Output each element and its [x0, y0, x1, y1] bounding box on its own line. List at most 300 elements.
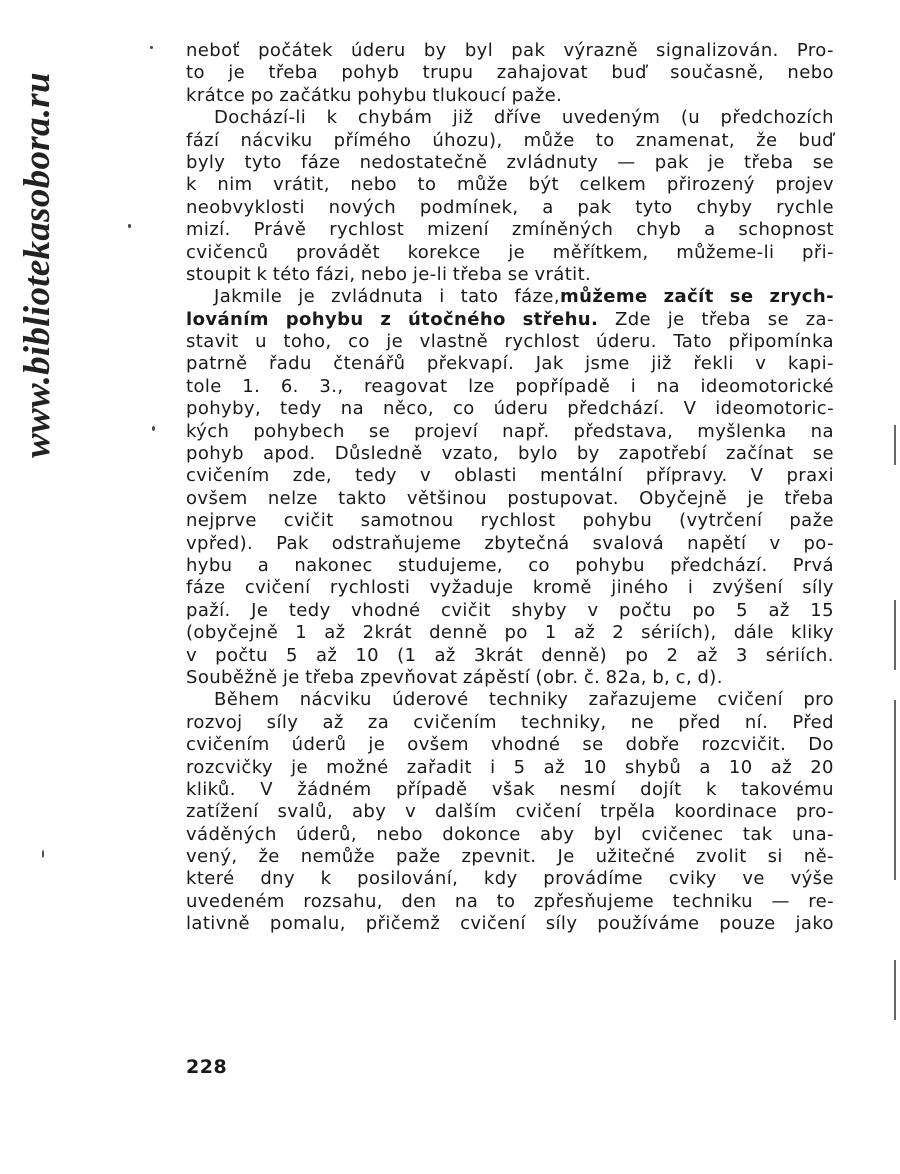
word: na: [810, 420, 834, 442]
word: lativně: [186, 913, 251, 935]
word: myšlenka: [697, 420, 787, 442]
text-line: [186, 130, 834, 152]
word: síly: [266, 711, 299, 733]
word: toho,: [283, 331, 332, 353]
word: rychlost: [480, 510, 556, 532]
word: techniku: [672, 890, 753, 912]
word: jsme: [585, 353, 630, 375]
word: předchozích: [720, 107, 834, 129]
word: 2: [612, 622, 625, 644]
scan-edge-mark: [894, 700, 896, 880]
word: fází: [186, 129, 220, 151]
text-line: [186, 376, 834, 398]
word: pohybu: [357, 84, 427, 106]
word: řekli: [693, 353, 734, 375]
word: zvládnuty: [506, 151, 599, 173]
word: úderů: [291, 734, 347, 756]
word: nebo: [376, 823, 423, 845]
word: 1.: [242, 375, 261, 397]
word: se: [507, 263, 530, 285]
text-line: [186, 286, 834, 308]
word: však: [491, 778, 535, 800]
word: paže: [396, 846, 441, 868]
word: počátek: [258, 40, 333, 61]
word: předchází.: [567, 398, 665, 420]
word: 2: [666, 644, 679, 666]
word: je: [386, 331, 404, 353]
word: a: [542, 196, 554, 218]
word: k: [326, 107, 338, 129]
word: pohyb: [186, 443, 244, 465]
word: a: [699, 756, 711, 778]
word: zahajovat: [496, 62, 588, 84]
word: pak: [511, 40, 546, 61]
word: se: [582, 734, 604, 756]
word: již: [651, 353, 672, 375]
word: případě: [395, 778, 468, 800]
word: koordinace: [674, 801, 778, 823]
word: posilování,: [357, 868, 459, 890]
word: úderů,: [296, 823, 357, 845]
word: až: [543, 756, 565, 778]
word: přirozený: [666, 174, 755, 196]
word: na: [656, 375, 680, 397]
word: tedy: [355, 465, 397, 487]
word: b,: [652, 666, 671, 688]
word: cvičením: [186, 465, 270, 487]
word: při-: [802, 241, 834, 263]
word: je: [508, 241, 526, 263]
word: stoupit: [186, 263, 252, 285]
word: dalším: [435, 801, 497, 823]
text-line: [186, 152, 834, 174]
word: žádném: [297, 778, 372, 800]
word: patrně: [186, 353, 248, 375]
scan-speck: [42, 850, 44, 858]
word: až: [573, 622, 596, 644]
word: i: [630, 375, 637, 397]
word: se: [812, 443, 834, 465]
text-line: [186, 667, 834, 689]
word: tedy: [288, 599, 331, 621]
word: současně,: [670, 62, 765, 84]
word: ovšem: [186, 487, 248, 509]
word: pro: [803, 689, 834, 711]
word: pohybu: [582, 510, 653, 532]
text-line: [186, 62, 834, 84]
word: může: [523, 129, 575, 151]
word: 5: [736, 599, 748, 621]
word: je: [291, 756, 308, 778]
word: až: [322, 711, 344, 733]
word: zapotřebí: [618, 443, 707, 465]
word: třeba: [744, 151, 794, 173]
word: třeba: [784, 487, 834, 509]
word: svalů,: [277, 801, 334, 823]
word: 3krát: [473, 644, 524, 666]
text-line: [186, 443, 834, 465]
word: nebo: [787, 62, 834, 84]
word: V: [260, 778, 273, 800]
scan-speck: [150, 46, 153, 49]
word: —: [617, 151, 636, 173]
word: na: [340, 398, 365, 420]
word: pohybech: [253, 420, 345, 442]
word: mizí.: [186, 219, 231, 241]
word: Během: [214, 689, 280, 711]
word: bylo: [518, 443, 558, 465]
word: řadu: [268, 353, 312, 375]
text-line: [186, 197, 834, 219]
word: vyžaduje: [429, 577, 514, 599]
word: a: [257, 554, 270, 576]
word: Pro-: [796, 40, 834, 61]
word: kapi-: [787, 353, 834, 375]
word: Prvá: [792, 554, 834, 576]
word: i: [687, 577, 694, 599]
word: Jak: [535, 353, 564, 375]
word: krátce: [186, 84, 246, 106]
word: Je: [557, 846, 575, 868]
word: 6.: [280, 375, 299, 397]
word: re-: [808, 890, 834, 912]
word: neboť: [186, 40, 240, 61]
word: projev: [775, 174, 834, 196]
text-line: [186, 555, 834, 577]
word: nim: [217, 174, 253, 196]
word: cvičení: [244, 577, 311, 599]
word: v: [755, 353, 767, 375]
word: vrátit,: [273, 174, 330, 196]
word: 3.,: [319, 375, 344, 397]
word: 10: [728, 756, 753, 778]
word: fáze: [300, 151, 341, 173]
word: až: [768, 599, 790, 621]
word: podmínek,: [419, 196, 519, 218]
word: nesmí: [559, 778, 616, 800]
word: provádět: [296, 241, 380, 263]
text-line: [186, 533, 834, 555]
word: zatížení: [186, 801, 259, 823]
word: pohybu: [285, 308, 364, 330]
word: co: [452, 398, 475, 420]
word: buď: [611, 62, 647, 84]
word: až: [434, 644, 456, 666]
word: ve: [742, 868, 765, 890]
word: svalová: [592, 532, 665, 554]
word: ideomotoric-: [715, 398, 834, 420]
word: postupovat.: [507, 487, 619, 509]
word: být: [528, 174, 559, 196]
word: Důsledně: [334, 443, 423, 465]
text-line: [186, 645, 834, 667]
page-text: [186, 40, 834, 936]
word: kdy: [483, 868, 518, 890]
word: zvládnuta: [331, 286, 424, 308]
word: Obyčejně: [639, 487, 728, 509]
word: útočného: [407, 308, 506, 330]
word: zpevňovat: [360, 666, 458, 688]
word: Tato: [673, 331, 713, 353]
word: shyby: [511, 599, 567, 621]
word: techniky: [488, 689, 569, 711]
word: dokonce: [442, 823, 521, 845]
word: je: [667, 308, 685, 330]
word: vený,: [186, 846, 238, 868]
word: 82a,: [605, 666, 647, 688]
word: lze: [468, 375, 495, 397]
word: pak: [654, 151, 689, 173]
word: že: [756, 129, 778, 151]
word: č.: [583, 666, 601, 688]
word: 5: [286, 644, 298, 666]
word: úderu: [350, 40, 406, 61]
word: na: [454, 890, 479, 912]
word: odstraňujeme: [331, 532, 462, 554]
word: samotnou: [360, 510, 454, 532]
word: v: [186, 644, 198, 666]
word: aby: [540, 823, 575, 845]
word: lováním: [186, 308, 269, 330]
word: cvičit: [283, 510, 334, 532]
text-line: [186, 219, 834, 241]
word: zde,: [292, 465, 333, 487]
word: fázi,: [315, 263, 356, 285]
word: váděných: [186, 823, 277, 845]
word: takovému: [741, 778, 834, 800]
text-line: [186, 577, 834, 599]
word: celkem: [579, 174, 647, 196]
word: co: [528, 554, 550, 576]
word: výše: [790, 868, 834, 890]
word: úderu.: [596, 331, 657, 353]
word: užitečné: [595, 846, 676, 868]
word: pohyb: [341, 62, 400, 84]
page-number: 228: [186, 1056, 228, 1078]
text-line: [186, 353, 834, 375]
word: techniky,: [521, 711, 607, 733]
word: již: [452, 107, 474, 129]
word: studujeme,: [397, 554, 504, 576]
word: hybu: [186, 554, 233, 576]
word: představa,: [573, 420, 674, 442]
word: úderu: [493, 398, 549, 420]
word: 1: [295, 622, 308, 644]
word: tak: [742, 823, 773, 845]
word: praxi: [786, 465, 834, 487]
word: aby: [351, 801, 387, 823]
text-line: [186, 398, 834, 420]
word: překvapí.: [426, 353, 515, 375]
word: den: [401, 890, 437, 912]
word: to: [417, 174, 437, 196]
word: v: [587, 599, 599, 621]
word: nebo: [350, 174, 397, 196]
word: 15: [810, 599, 834, 621]
word: 10: [583, 756, 607, 778]
word: kromě: [532, 577, 592, 599]
word: jako: [795, 913, 834, 935]
text-line: [186, 622, 834, 644]
word: oblasti: [454, 465, 517, 487]
word: fáze: [186, 577, 226, 599]
word: měřítkem,: [552, 241, 649, 263]
word: z: [380, 308, 392, 330]
word: síly: [545, 913, 578, 935]
word: např.: [502, 420, 550, 442]
word: po-: [803, 532, 834, 554]
scan-speck: [128, 224, 131, 228]
word: ní.: [744, 711, 769, 733]
word: přičemž: [365, 913, 441, 935]
word: byl: [593, 823, 623, 845]
word: dříve: [493, 107, 542, 129]
word: po: [692, 599, 716, 621]
scan-edge-mark: [894, 960, 896, 1020]
word: které: [186, 868, 235, 890]
word: zápěstí: [462, 666, 531, 688]
word: začít: [663, 286, 714, 308]
word: zpřesňujeme: [533, 890, 655, 912]
word: 20: [810, 756, 834, 778]
word: třeba: [701, 308, 751, 330]
word: třeba: [305, 666, 355, 688]
word: cvičení: [460, 913, 526, 935]
word: až: [770, 756, 793, 778]
word: je: [708, 151, 725, 173]
word: cvičení: [515, 801, 582, 823]
word: rozcvičit.: [701, 734, 787, 756]
word: začínat: [725, 443, 794, 465]
word: zařazujeme: [588, 689, 698, 711]
word: nakonec: [294, 554, 373, 576]
word: Právě: [253, 219, 307, 241]
word: cvičit: [441, 599, 491, 621]
word: většinou: [406, 487, 488, 509]
word: tedy: [280, 398, 322, 420]
word: cvičením: [413, 711, 497, 733]
word: pohyby,: [186, 398, 262, 420]
text-line: [186, 488, 834, 510]
scan-speck: [152, 426, 155, 431]
text-line: [186, 242, 834, 264]
watermark-url: www.bibliotekasobora.ru: [17, 72, 58, 458]
text-line: [186, 757, 834, 779]
scan-edge-mark: [894, 600, 896, 670]
word: reagovat: [364, 375, 448, 397]
word: používáme: [597, 913, 700, 935]
word: shybů: [624, 756, 682, 778]
word: je: [282, 666, 300, 688]
word: po: [250, 84, 274, 106]
word: —: [771, 890, 790, 912]
word: apod.: [263, 443, 316, 465]
word: může: [456, 174, 509, 196]
word: úderové: [392, 689, 469, 711]
word: k: [186, 174, 197, 196]
word: až: [696, 644, 718, 666]
word: výrazně: [563, 40, 638, 61]
word: (obr.: [535, 666, 579, 688]
word: se: [368, 420, 391, 442]
word: rychle: [776, 196, 834, 218]
text-line: [186, 824, 834, 846]
word: 10: [355, 644, 380, 666]
word: cviky: [668, 868, 717, 890]
word: si: [767, 846, 783, 868]
word: vrátit.: [534, 263, 592, 285]
text-line: [186, 779, 834, 801]
word: tyto: [635, 196, 673, 218]
word: neobvyklosti: [186, 196, 305, 218]
word: zvolit: [696, 846, 747, 868]
word: této: [272, 263, 311, 285]
word: nácviku: [299, 689, 372, 711]
word: by: [423, 40, 447, 61]
word: by: [576, 443, 600, 465]
word: něco,: [382, 398, 435, 420]
word: rozvoj: [186, 711, 243, 733]
word: provádíme: [543, 868, 644, 890]
word: dobře: [625, 734, 680, 756]
word: dny: [260, 868, 295, 890]
text-line: [186, 264, 834, 286]
word: že: [258, 846, 280, 868]
word: je: [298, 286, 316, 308]
text-line: [186, 107, 834, 129]
text-line: [186, 309, 834, 331]
text-line: [186, 689, 834, 711]
word: pak: [577, 196, 612, 218]
word: rychlosti: [329, 577, 411, 599]
word: Jakmile: [214, 286, 283, 308]
word: dále: [733, 622, 774, 644]
word: k: [256, 263, 268, 285]
word: (1: [397, 644, 417, 666]
word: v: [405, 801, 417, 823]
word: napětí: [687, 532, 747, 554]
text-line: [186, 846, 834, 868]
word: denně): [541, 644, 608, 666]
word: tyto: [244, 151, 282, 173]
word: a: [704, 219, 716, 241]
word: cvičení: [717, 689, 784, 711]
word: Před: [792, 711, 834, 733]
word: ideomotorické: [700, 375, 834, 397]
text-line: [186, 510, 834, 532]
word: projeví: [414, 420, 479, 442]
word: tato: [460, 286, 499, 308]
word: přípravy.: [645, 465, 728, 487]
text-line: [186, 734, 834, 756]
word: popřípadě: [515, 375, 611, 397]
word: nelze: [267, 487, 318, 509]
word: paže.: [511, 84, 563, 106]
word: nácviku: [240, 129, 313, 151]
word: přímého: [333, 129, 412, 151]
word: paže: [789, 510, 834, 532]
word: zařadit: [406, 756, 472, 778]
word: Dochází-li: [214, 107, 307, 129]
word: trpěla: [600, 801, 656, 823]
word: denně: [429, 622, 488, 644]
word: třeba: [452, 263, 503, 285]
word: to: [595, 129, 615, 151]
word: sériích.: [765, 644, 834, 666]
word: (obyčejně: [186, 622, 279, 644]
word: síly: [802, 577, 834, 599]
word: připomínka: [728, 331, 834, 353]
